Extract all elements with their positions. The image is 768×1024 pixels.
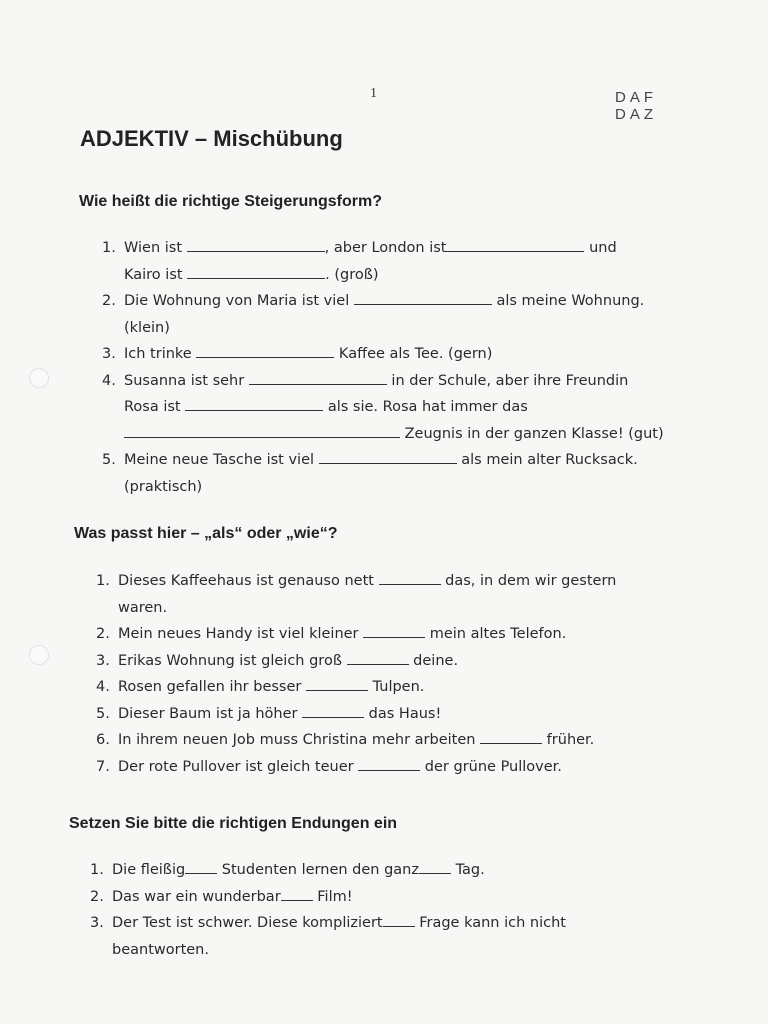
item-number: 3.	[90, 915, 104, 931]
item-number: 7.	[96, 758, 110, 775]
item-text: (praktisch)	[124, 478, 203, 495]
item-text: das Haus!	[364, 705, 442, 722]
item-text: als mein alter Rucksack.	[456, 452, 638, 468]
exercise-item	[96, 648, 676, 675]
item-text: mein altes Telefon.	[425, 626, 567, 642]
punch-hole	[29, 368, 49, 388]
item-text: Das war ein wunderbar	[112, 888, 281, 905]
section-heading-comparison: Wie heißt die richtige Steigerungsform?	[79, 193, 382, 210]
item-line	[118, 621, 676, 648]
item-text: Mein neues Handy ist viel kleiner	[118, 626, 364, 642]
item-line	[124, 341, 682, 368]
item-line	[124, 315, 682, 342]
item-text: Rosen gefallen ihr besser	[118, 679, 306, 695]
exercise-item	[96, 727, 676, 754]
item-line	[118, 701, 676, 728]
answer-blank[interactable]	[347, 652, 409, 665]
answer-blank[interactable]	[185, 398, 323, 411]
item-number: 3.	[102, 346, 116, 362]
item-text: Tag.	[450, 862, 485, 878]
exercise-item	[102, 235, 682, 288]
item-number: 2.	[90, 888, 104, 905]
answer-blank[interactable]	[358, 758, 420, 771]
item-text: (klein)	[124, 319, 170, 336]
item-number: 2.	[96, 626, 110, 642]
item-line	[124, 235, 682, 262]
logo-line-2: DAZ	[615, 106, 657, 123]
answer-blank[interactable]	[379, 572, 441, 585]
punch-hole	[29, 645, 49, 665]
exercise-item	[96, 701, 676, 728]
exercise-list-als-wie	[96, 568, 676, 780]
exercise-item	[102, 368, 682, 448]
answer-blank[interactable]	[319, 451, 457, 464]
logo-line-1: DAF	[615, 89, 657, 106]
answer-blank[interactable]	[306, 678, 368, 691]
answer-blank[interactable]	[262, 425, 400, 438]
exercise-item	[96, 621, 676, 648]
item-line	[124, 368, 682, 395]
item-text: Kairo ist	[124, 266, 188, 283]
answer-blank[interactable]	[354, 292, 492, 305]
item-number: 1.	[90, 862, 104, 878]
item-number: 6.	[96, 732, 110, 748]
exercise-item	[90, 857, 670, 884]
item-number: 1.	[102, 240, 116, 256]
item-number: 5.	[102, 452, 116, 468]
item-line	[118, 595, 676, 622]
item-text: Rosa ist	[124, 399, 186, 415]
item-line	[118, 648, 676, 675]
item-text: und	[584, 240, 617, 256]
exercise-item	[90, 884, 670, 911]
item-text: waren.	[118, 599, 168, 616]
item-text: Studenten lernen den ganz	[217, 862, 419, 878]
exercise-item	[102, 341, 682, 368]
item-number: 4.	[102, 372, 116, 389]
item-line	[112, 857, 670, 884]
exercise-item	[102, 288, 682, 341]
item-text: Dieser Baum ist ja höher	[118, 705, 303, 722]
item-text: Ich trinke	[124, 346, 197, 362]
exercise-list-endings	[90, 857, 670, 963]
item-text: das, in dem wir gestern	[440, 573, 617, 589]
item-text: Die fleißig	[112, 862, 186, 878]
item-number: 3.	[96, 652, 110, 669]
item-line	[118, 674, 676, 701]
item-text: . (groß)	[325, 266, 379, 283]
answer-blank[interactable]	[124, 425, 262, 438]
answer-blank[interactable]	[302, 705, 364, 718]
section-heading-endings: Setzen Sie bitte die richtigen Endungen ein	[69, 815, 398, 832]
item-text: Erikas Wohnung ist gleich groß	[118, 652, 347, 669]
item-line	[124, 421, 682, 448]
item-text: als sie. Rosa hat immer das	[323, 399, 528, 415]
page-number: 1	[370, 86, 377, 101]
answer-blank[interactable]	[185, 861, 217, 874]
item-text: Der Test ist schwer. Diese kompliziert	[112, 915, 383, 931]
item-line	[124, 447, 682, 474]
item-text: Susanna ist sehr	[124, 372, 249, 389]
item-text: In ihrem neuen Job muss Christina mehr arbeiten	[118, 732, 481, 748]
item-text: Der rote Pullover ist gleich teuer	[118, 758, 359, 775]
item-line	[112, 884, 670, 911]
item-number: 2.	[102, 293, 116, 309]
exercise-item	[96, 754, 676, 781]
item-line	[118, 727, 676, 754]
item-text: Frage kann ich nicht	[414, 915, 566, 931]
item-line	[124, 394, 682, 421]
item-line	[124, 288, 682, 315]
exercise-list-comparison	[102, 235, 682, 500]
answer-blank[interactable]	[196, 345, 334, 358]
item-text: deine.	[408, 652, 459, 669]
item-text: Die Wohnung von Maria ist viel	[124, 293, 354, 309]
answer-blank[interactable]	[480, 731, 542, 744]
answer-blank[interactable]	[187, 266, 325, 279]
item-text: beantworten.	[112, 941, 209, 958]
item-text: früher.	[542, 732, 595, 748]
item-line	[124, 474, 682, 501]
item-text: Dieses Kaffeehaus ist genauso nett	[118, 573, 379, 589]
item-text: Meine neue Tasche ist viel	[124, 452, 319, 468]
daf-daz-logo	[615, 89, 657, 123]
answer-blank[interactable]	[446, 239, 584, 252]
section-heading-als-wie: Was passt hier – „als“ oder „wie“?	[74, 525, 338, 542]
item-text: der grüne Pullover.	[420, 758, 562, 775]
answer-blank[interactable]	[363, 625, 425, 638]
item-text: Tulpen.	[367, 679, 425, 695]
item-text: Wien ist	[124, 240, 187, 256]
item-text: als meine Wohnung.	[491, 293, 645, 309]
item-number: 1.	[96, 573, 110, 589]
item-line	[112, 937, 670, 964]
page-title: ADJEKTIV – Mischübung	[80, 126, 343, 151]
answer-blank[interactable]	[249, 372, 387, 385]
item-text: Zeugnis in der ganzen Klasse! (gut)	[400, 425, 664, 442]
exercise-item	[102, 447, 682, 500]
item-line	[112, 910, 670, 937]
item-text: Film!	[312, 888, 353, 905]
answer-blank[interactable]	[383, 914, 415, 927]
item-line	[118, 754, 676, 781]
answer-blank[interactable]	[281, 888, 313, 901]
answer-blank[interactable]	[187, 239, 325, 252]
exercise-item	[96, 674, 676, 701]
item-number: 5.	[96, 705, 110, 722]
exercise-item	[90, 910, 670, 963]
item-text: in der Schule, aber ihre Freundin	[386, 372, 629, 389]
item-line	[118, 568, 676, 595]
item-line	[124, 262, 682, 289]
item-text: Kaffee als Tee. (gern)	[334, 346, 493, 362]
exercise-item	[96, 568, 676, 621]
answer-blank[interactable]	[419, 861, 451, 874]
item-text: , aber London ist	[324, 240, 447, 256]
item-number: 4.	[96, 679, 110, 695]
